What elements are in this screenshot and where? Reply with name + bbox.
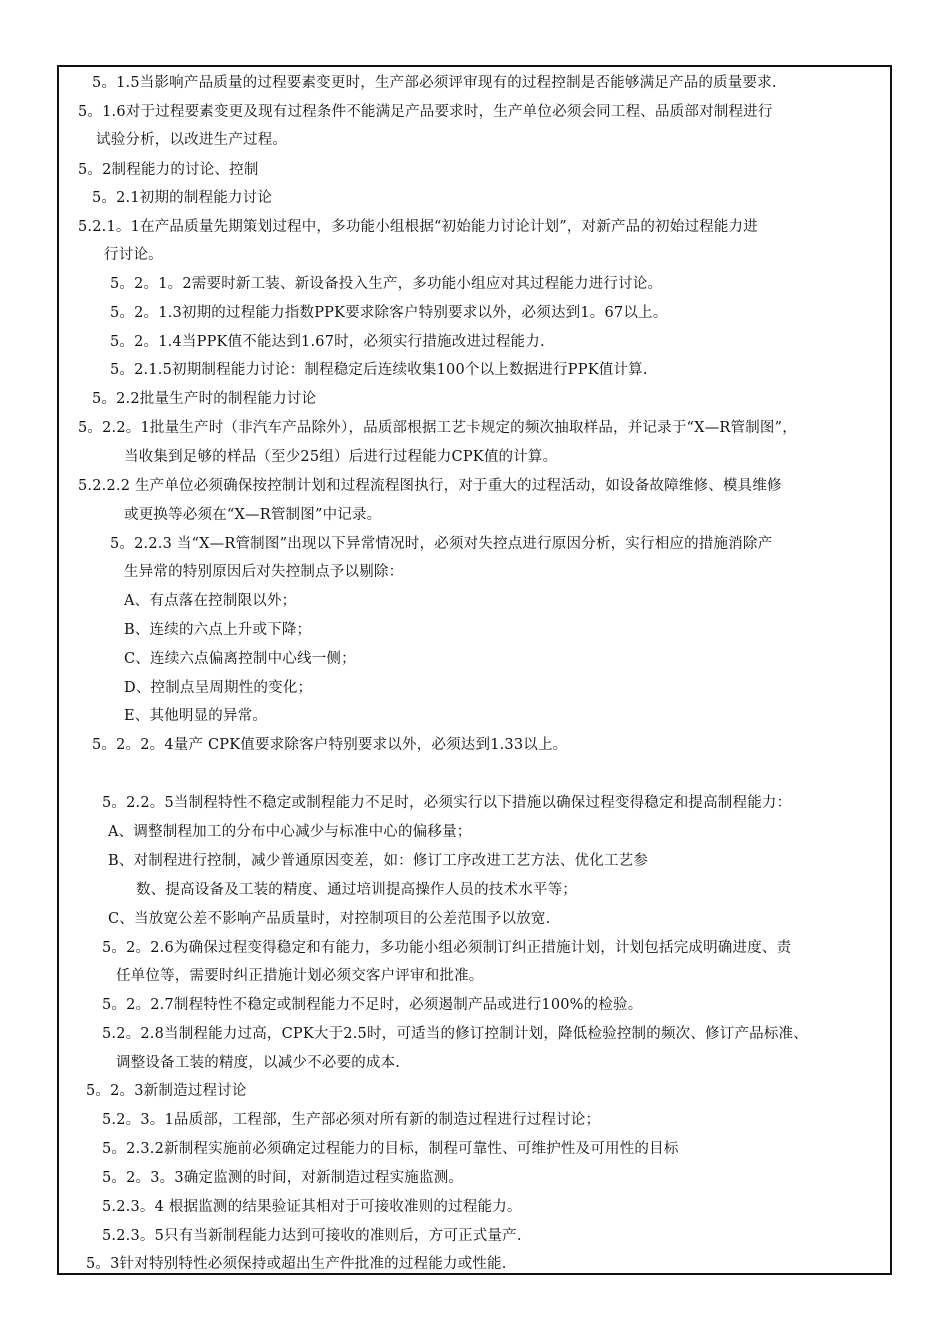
list-item: E、其他明显的异常。 bbox=[124, 708, 268, 724]
text-line: 5。2.1.5初期制程能力讨论：制程稳定后连续收集100个以上数据进行PPK值计算. bbox=[110, 362, 648, 378]
text-line: 5。2。1.4当PPK值不能达到1.67时，必须实行措施改进过程能力. bbox=[110, 334, 545, 350]
text-line: 5.2.2.2 生产单位必须确保按控制计划和过程流程图执行，对于重大的过程活动，如设备故障维修、模具维修 bbox=[78, 478, 782, 494]
text-line: 5。2.2.3 当“X—R管制图”出现以下异常情况时，必须对失控点进行原因分析，实行相应的措施消除产 bbox=[110, 536, 773, 552]
section-heading: 5。2制程能力的讨论、控制 bbox=[78, 162, 259, 178]
text-line: 5.2。2.8当制程能力过高，CPK大于2.5时，可适当的修订控制计划，降低检验控制的频次、修订产品标准、 bbox=[102, 1026, 808, 1042]
text-line: 5。2。2.6为确保过程变得稳定和有能力，多功能小组必须制订纠正措施计划，计划包括完成明确进度、责 bbox=[102, 940, 792, 956]
text-line: 5。2。2.7制程特性不稳定或制程能力不足时，必须遏制产品或进行100%的检验。 bbox=[102, 997, 643, 1013]
list-item: D、控制点呈周期性的变化； bbox=[124, 680, 313, 696]
list-item: A、调整制程加工的分布中心减少与标准中心的偏移量； bbox=[108, 824, 472, 840]
text-line: 行讨论。 bbox=[104, 247, 163, 263]
text-line: 5。2.2。5当制程特性不稳定或制程能力不足时，必须实行以下措施以确保过程变得稳定和提高制程能力： bbox=[102, 795, 792, 811]
text-line: 任单位等，需要时纠正措施计划必须交客户评审和批准。 bbox=[116, 968, 484, 984]
subsection-heading: 5。2.2批量生产时的制程能力讨论 bbox=[92, 391, 317, 407]
text-line: 5。2。2。4量产 CPK值要求除客户特别要求以外，必须达到1.33以上。 bbox=[92, 737, 568, 753]
text-line: 当收集到足够的样品（至少25组）后进行过程能力CPK值的计算。 bbox=[124, 449, 558, 465]
section-heading: 5。3针对特别特性必须保持或超出生产件批准的过程能力或性能. bbox=[86, 1256, 507, 1272]
subsection-heading: 5。2。3新制造过程讨论 bbox=[86, 1083, 247, 1099]
text-line: 5.2。3。1品质部，工程部，生产部必须对所有新的制造过程进行过程讨论； bbox=[102, 1112, 601, 1128]
text-line: 调整设备工装的精度，以减少不必要的成本. bbox=[116, 1055, 401, 1071]
text-line: 5。2。3。3确定监测的时间，对新制造过程实施监测。 bbox=[102, 1170, 464, 1186]
text-line: 5.2.3。4 根据监测的结果验证其相对于可接收准则的过程能力。 bbox=[102, 1199, 522, 1215]
text-line: 5。2.2。1批量生产时（非汽车产品除外），品质部根据工艺卡规定的频次抽取样品，并记录于“X—R管制图”， bbox=[78, 420, 797, 436]
list-item: A、有点落在控制限以外； bbox=[124, 593, 297, 609]
text-line: 5。2。1.3初期的过程能力指数PPK要求除客户特别要求以外，必须达到1。67以上。 bbox=[110, 305, 668, 321]
text-line: 或更换等必须在“X—R管制图”中记录。 bbox=[124, 507, 382, 523]
text-line: 5。2。1。2需要时新工装、新设备投入生产，多功能小组应对其过程能力进行讨论。 bbox=[110, 276, 663, 292]
text-line: 5.2.3。5只有当新制程能力达到可接收的准则后，方可正式量产. bbox=[102, 1228, 522, 1244]
list-item: C、当放宽公差不影响产品质量时，对控制项目的公差范围予以放宽. bbox=[108, 911, 551, 927]
text-line: 5。1.5当影响产品质量的过程要素变更时，生产部必须评审现有的过程控制是否能够满足产品的质量要求. bbox=[92, 75, 777, 91]
text-line: 5.2.1。1在产品质量先期策划过程中，多功能小组根据“初始能力讨论计划”，对新产品的初始过程能力进 bbox=[78, 219, 758, 235]
text-line: 5。2.3.2新制程实施前必须确定过程能力的目标，制程可靠性、可维护性及可用性的目标 bbox=[102, 1141, 679, 1157]
text-line: 试验分析，以改进生产过程。 bbox=[96, 132, 288, 148]
text-line: 数、提高设备及工装的精度、通过培训提高操作人员的技术水平等； bbox=[136, 882, 577, 898]
list-item: B、对制程进行控制，减少普通原因变差，如：修订工序改进工艺方法、优化工艺参 bbox=[108, 853, 649, 869]
text-line: 5。1.6对于过程要素变更及现有过程条件不能满足产品要求时，生产单位必须会同工程、品质部对制程进行 bbox=[78, 104, 773, 120]
text-line: 生异常的特别原因后对失控制点予以剔除： bbox=[124, 564, 404, 580]
list-item: C、连续六点偏离控制中心线一侧； bbox=[124, 651, 356, 667]
subsection-heading: 5。2.1初期的制程能力讨论 bbox=[92, 190, 273, 206]
list-item: B、连续的六点上升或下降； bbox=[124, 622, 312, 638]
